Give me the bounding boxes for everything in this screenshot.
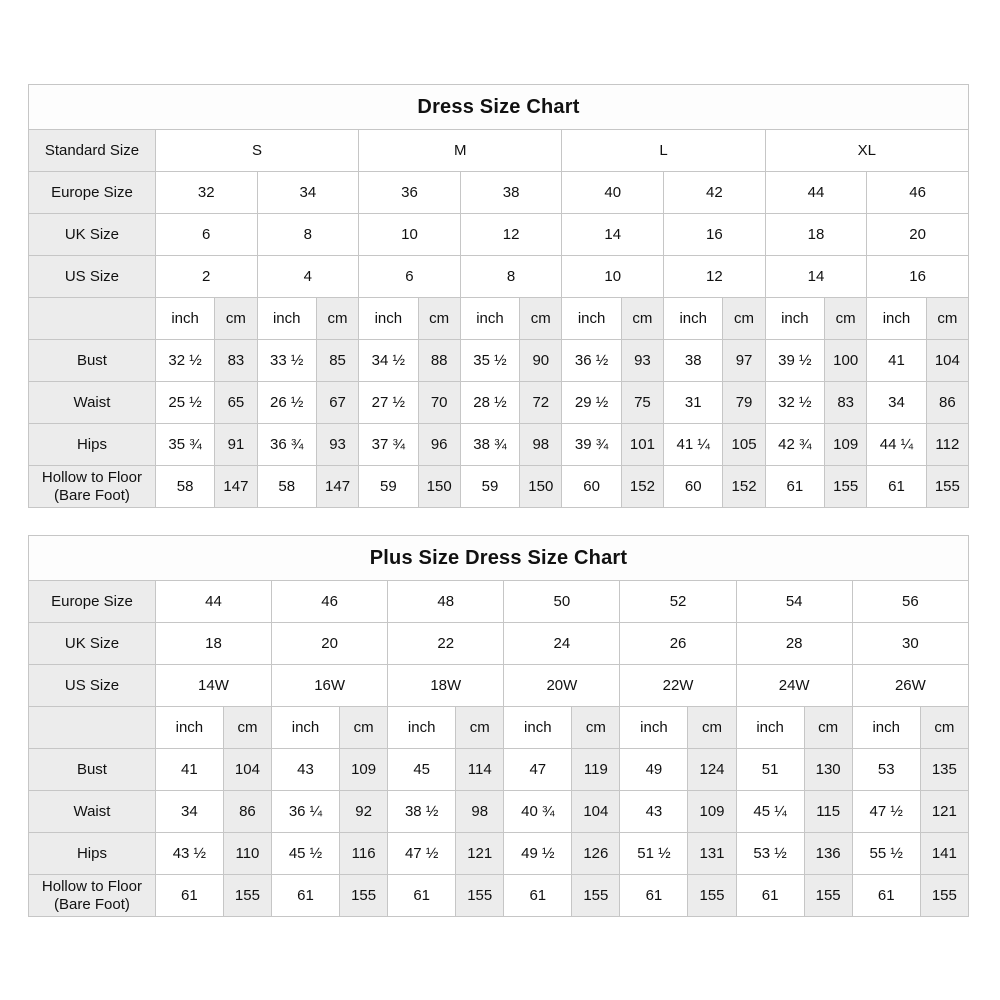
- size-value-cell: 2: [155, 256, 257, 298]
- measure-cell: 51: [736, 749, 804, 791]
- measure-cell: 112: [926, 424, 968, 466]
- cm-unit-cell: cm: [688, 707, 736, 749]
- measure-cell: 121: [920, 791, 968, 833]
- measure-cell: 42 ¾: [765, 424, 824, 466]
- size-value-cell: 46: [867, 172, 969, 214]
- cm-unit-cell: cm: [926, 298, 968, 340]
- unit-row: [29, 707, 969, 749]
- cm-unit-cell: cm: [456, 707, 504, 749]
- size-header-row: [29, 214, 969, 256]
- row-label: Standard Size: [29, 130, 156, 172]
- size-value-cell: 32: [155, 172, 257, 214]
- measure-cell: 116: [339, 833, 387, 875]
- measure-cell: 124: [688, 749, 736, 791]
- measure-cell: 45: [388, 749, 456, 791]
- size-value-cell: 20W: [504, 665, 620, 707]
- row-label: Hips: [29, 424, 156, 466]
- measure-cell: 126: [572, 833, 620, 875]
- size-value-cell: 12: [664, 256, 766, 298]
- cm-unit-cell: cm: [825, 298, 867, 340]
- measure-cell: 100: [825, 340, 867, 382]
- row-label: Europe Size: [29, 581, 156, 623]
- measure-cell: 36 ¾: [257, 424, 316, 466]
- cm-unit-cell: cm: [804, 707, 852, 749]
- measure-cell: 155: [339, 875, 387, 917]
- cm-unit-cell: cm: [418, 298, 460, 340]
- size-value-cell: 40: [562, 172, 664, 214]
- size-value-cell: 4: [257, 256, 359, 298]
- measure-cell: 83: [825, 382, 867, 424]
- measure-row: [29, 466, 969, 508]
- measure-cell: 41 ¼: [664, 424, 723, 466]
- size-value-cell: 14W: [155, 665, 271, 707]
- row-label: Waist: [29, 382, 156, 424]
- measure-cell: 43: [272, 749, 340, 791]
- measure-cell: 85: [316, 340, 358, 382]
- size-value-cell: 6: [155, 214, 257, 256]
- size-value-cell: 54: [736, 581, 852, 623]
- inch-unit-cell: inch: [460, 298, 519, 340]
- size-value-cell: 28: [736, 623, 852, 665]
- measure-row: [29, 833, 969, 875]
- measure-cell: 34: [155, 791, 223, 833]
- measure-cell: 59: [460, 466, 519, 508]
- cm-unit-cell: cm: [520, 298, 562, 340]
- row-label: US Size: [29, 665, 156, 707]
- measure-cell: 105: [723, 424, 765, 466]
- measure-cell: 43: [620, 791, 688, 833]
- size-value-cell: 46: [272, 581, 388, 623]
- cm-unit-cell: cm: [572, 707, 620, 749]
- measure-cell: 53: [852, 749, 920, 791]
- measure-cell: 32 ½: [765, 382, 824, 424]
- dress-size-chart-table: [28, 84, 969, 508]
- size-value-cell: 38: [460, 172, 562, 214]
- row-label: Europe Size: [29, 172, 156, 214]
- measure-cell: 114: [456, 749, 504, 791]
- measure-cell: 59: [359, 466, 418, 508]
- size-value-cell: 42: [664, 172, 766, 214]
- row-label: Hollow to Floor (Bare Foot): [29, 875, 156, 917]
- measure-cell: 115: [804, 791, 852, 833]
- size-value-cell: XL: [765, 130, 968, 172]
- measure-cell: 27 ½: [359, 382, 418, 424]
- inch-unit-cell: inch: [272, 707, 340, 749]
- measure-cell: 72: [520, 382, 562, 424]
- size-value-cell: 12: [460, 214, 562, 256]
- measure-cell: 31: [664, 382, 723, 424]
- measure-cell: 155: [920, 875, 968, 917]
- measure-cell: 155: [456, 875, 504, 917]
- size-value-cell: 8: [460, 256, 562, 298]
- measure-cell: 38: [664, 340, 723, 382]
- measure-cell: 110: [223, 833, 271, 875]
- measure-row: [29, 749, 969, 791]
- measure-cell: 135: [920, 749, 968, 791]
- measure-cell: 83: [215, 340, 257, 382]
- measure-cell: 45 ¼: [736, 791, 804, 833]
- cm-unit-cell: cm: [316, 298, 358, 340]
- inch-unit-cell: inch: [765, 298, 824, 340]
- size-value-cell: 20: [272, 623, 388, 665]
- inch-unit-cell: inch: [562, 298, 621, 340]
- size-value-cell: 24W: [736, 665, 852, 707]
- size-value-cell: 48: [388, 581, 504, 623]
- measure-cell: 155: [688, 875, 736, 917]
- measure-cell: 34: [867, 382, 926, 424]
- measure-cell: 121: [456, 833, 504, 875]
- row-label: Hollow to Floor (Bare Foot): [29, 466, 156, 508]
- measure-cell: 58: [257, 466, 316, 508]
- measure-cell: 60: [664, 466, 723, 508]
- size-value-cell: 52: [620, 581, 736, 623]
- measure-cell: 97: [723, 340, 765, 382]
- size-charts-container: [28, 84, 969, 917]
- measure-cell: 155: [926, 466, 968, 508]
- size-value-cell: 18: [765, 214, 867, 256]
- measure-cell: 119: [572, 749, 620, 791]
- size-header-row: [29, 130, 969, 172]
- size-header-row: [29, 623, 969, 665]
- measure-cell: 67: [316, 382, 358, 424]
- size-value-cell: 56: [852, 581, 968, 623]
- size-value-cell: 26: [620, 623, 736, 665]
- measure-cell: 47: [504, 749, 572, 791]
- measure-cell: 53 ½: [736, 833, 804, 875]
- measure-cell: 155: [223, 875, 271, 917]
- measure-cell: 150: [418, 466, 460, 508]
- plus-size-chart-table: [28, 535, 969, 917]
- measure-cell: 141: [920, 833, 968, 875]
- measure-cell: 32 ½: [155, 340, 214, 382]
- measure-cell: 61: [765, 466, 824, 508]
- measure-cell: 25 ½: [155, 382, 214, 424]
- size-value-cell: 14: [562, 214, 664, 256]
- inch-unit-cell: inch: [664, 298, 723, 340]
- size-value-cell: 14: [765, 256, 867, 298]
- size-value-cell: 18W: [388, 665, 504, 707]
- measure-cell: 39 ½: [765, 340, 824, 382]
- title-row: [29, 85, 969, 130]
- standard-chart-title: Dress Size Chart: [29, 85, 969, 130]
- plus-chart-title: Plus Size Dress Size Chart: [29, 536, 969, 581]
- size-value-cell: 16W: [272, 665, 388, 707]
- measure-cell: 29 ½: [562, 382, 621, 424]
- row-label: Waist: [29, 791, 156, 833]
- row-label: Hips: [29, 833, 156, 875]
- measure-cell: 55 ½: [852, 833, 920, 875]
- size-value-cell: 44: [155, 581, 271, 623]
- inch-unit-cell: inch: [852, 707, 920, 749]
- measure-cell: 49 ½: [504, 833, 572, 875]
- size-value-cell: 16: [867, 256, 969, 298]
- measure-cell: 40 ¾: [504, 791, 572, 833]
- inch-unit-cell: inch: [504, 707, 572, 749]
- inch-unit-cell: inch: [257, 298, 316, 340]
- size-value-cell: M: [359, 130, 562, 172]
- measure-cell: 65: [215, 382, 257, 424]
- measure-cell: 130: [804, 749, 852, 791]
- cm-unit-cell: cm: [223, 707, 271, 749]
- measure-cell: 58: [155, 466, 214, 508]
- inch-unit-cell: inch: [620, 707, 688, 749]
- measure-cell: 61: [272, 875, 340, 917]
- measure-cell: 35 ½: [460, 340, 519, 382]
- size-header-row: [29, 256, 969, 298]
- size-value-cell: 6: [359, 256, 461, 298]
- row-label: US Size: [29, 256, 156, 298]
- measure-cell: 45 ½: [272, 833, 340, 875]
- measure-cell: 61: [388, 875, 456, 917]
- measure-cell: 38 ½: [388, 791, 456, 833]
- cm-unit-cell: cm: [920, 707, 968, 749]
- size-value-cell: L: [562, 130, 765, 172]
- inch-unit-cell: inch: [359, 298, 418, 340]
- measure-cell: 136: [804, 833, 852, 875]
- measure-cell: 98: [456, 791, 504, 833]
- size-value-cell: 10: [359, 214, 461, 256]
- measure-cell: 86: [223, 791, 271, 833]
- measure-cell: 88: [418, 340, 460, 382]
- measure-cell: 109: [825, 424, 867, 466]
- unit-row-label: [29, 298, 156, 340]
- unit-row-label: [29, 707, 156, 749]
- measure-cell: 75: [621, 382, 663, 424]
- measure-cell: 61: [867, 466, 926, 508]
- measure-cell: 96: [418, 424, 460, 466]
- measure-cell: 98: [520, 424, 562, 466]
- measure-cell: 60: [562, 466, 621, 508]
- size-header-row: [29, 581, 969, 623]
- measure-cell: 61: [620, 875, 688, 917]
- measure-cell: 28 ½: [460, 382, 519, 424]
- measure-cell: 109: [688, 791, 736, 833]
- measure-cell: 61: [504, 875, 572, 917]
- measure-cell: 155: [804, 875, 852, 917]
- measure-cell: 36 ½: [562, 340, 621, 382]
- row-label: UK Size: [29, 214, 156, 256]
- unit-row: [29, 298, 969, 340]
- measure-cell: 44 ¼: [867, 424, 926, 466]
- measure-cell: 36 ¼: [272, 791, 340, 833]
- size-value-cell: 22W: [620, 665, 736, 707]
- measure-cell: 90: [520, 340, 562, 382]
- measure-cell: 109: [339, 749, 387, 791]
- measure-cell: 91: [215, 424, 257, 466]
- measure-cell: 47 ½: [852, 791, 920, 833]
- measure-cell: 43 ½: [155, 833, 223, 875]
- measure-cell: 131: [688, 833, 736, 875]
- measure-cell: 92: [339, 791, 387, 833]
- size-value-cell: 8: [257, 214, 359, 256]
- size-header-row: [29, 172, 969, 214]
- measure-cell: 70: [418, 382, 460, 424]
- measure-cell: 147: [316, 466, 358, 508]
- inch-unit-cell: inch: [867, 298, 926, 340]
- measure-cell: 26 ½: [257, 382, 316, 424]
- cm-unit-cell: cm: [621, 298, 663, 340]
- row-label: Bust: [29, 749, 156, 791]
- measure-cell: 155: [572, 875, 620, 917]
- size-value-cell: 22: [388, 623, 504, 665]
- measure-cell: 33 ½: [257, 340, 316, 382]
- measure-cell: 104: [572, 791, 620, 833]
- inch-unit-cell: inch: [155, 707, 223, 749]
- size-value-cell: S: [155, 130, 358, 172]
- cm-unit-cell: cm: [723, 298, 765, 340]
- measure-cell: 152: [621, 466, 663, 508]
- measure-cell: 150: [520, 466, 562, 508]
- size-value-cell: 24: [504, 623, 620, 665]
- size-value-cell: 36: [359, 172, 461, 214]
- size-header-row: [29, 665, 969, 707]
- measure-cell: 49: [620, 749, 688, 791]
- cm-unit-cell: cm: [215, 298, 257, 340]
- row-label: Bust: [29, 340, 156, 382]
- size-value-cell: 10: [562, 256, 664, 298]
- measure-cell: 61: [155, 875, 223, 917]
- measure-cell: 101: [621, 424, 663, 466]
- measure-row: [29, 424, 969, 466]
- size-value-cell: 34: [257, 172, 359, 214]
- measure-cell: 38 ¾: [460, 424, 519, 466]
- measure-cell: 34 ½: [359, 340, 418, 382]
- measure-cell: 35 ¾: [155, 424, 214, 466]
- measure-cell: 79: [723, 382, 765, 424]
- row-label: UK Size: [29, 623, 156, 665]
- measure-cell: 51 ½: [620, 833, 688, 875]
- measure-cell: 39 ¾: [562, 424, 621, 466]
- measure-cell: 147: [215, 466, 257, 508]
- inch-unit-cell: inch: [388, 707, 456, 749]
- measure-cell: 152: [723, 466, 765, 508]
- measure-row: [29, 340, 969, 382]
- cm-unit-cell: cm: [339, 707, 387, 749]
- inch-unit-cell: inch: [736, 707, 804, 749]
- measure-row: [29, 382, 969, 424]
- measure-cell: 86: [926, 382, 968, 424]
- measure-row: [29, 875, 969, 917]
- size-value-cell: 18: [155, 623, 271, 665]
- measure-cell: 93: [316, 424, 358, 466]
- measure-cell: 61: [736, 875, 804, 917]
- measure-row: [29, 791, 969, 833]
- size-value-cell: 16: [664, 214, 766, 256]
- measure-cell: 47 ½: [388, 833, 456, 875]
- size-value-cell: 30: [852, 623, 968, 665]
- size-value-cell: 44: [765, 172, 867, 214]
- measure-cell: 41: [867, 340, 926, 382]
- measure-cell: 41: [155, 749, 223, 791]
- size-value-cell: 50: [504, 581, 620, 623]
- size-value-cell: 26W: [852, 665, 968, 707]
- measure-cell: 104: [926, 340, 968, 382]
- measure-cell: 155: [825, 466, 867, 508]
- size-value-cell: 20: [867, 214, 969, 256]
- measure-cell: 37 ¾: [359, 424, 418, 466]
- inch-unit-cell: inch: [155, 298, 214, 340]
- measure-cell: 104: [223, 749, 271, 791]
- measure-cell: 93: [621, 340, 663, 382]
- measure-cell: 61: [852, 875, 920, 917]
- title-row: [29, 536, 969, 581]
